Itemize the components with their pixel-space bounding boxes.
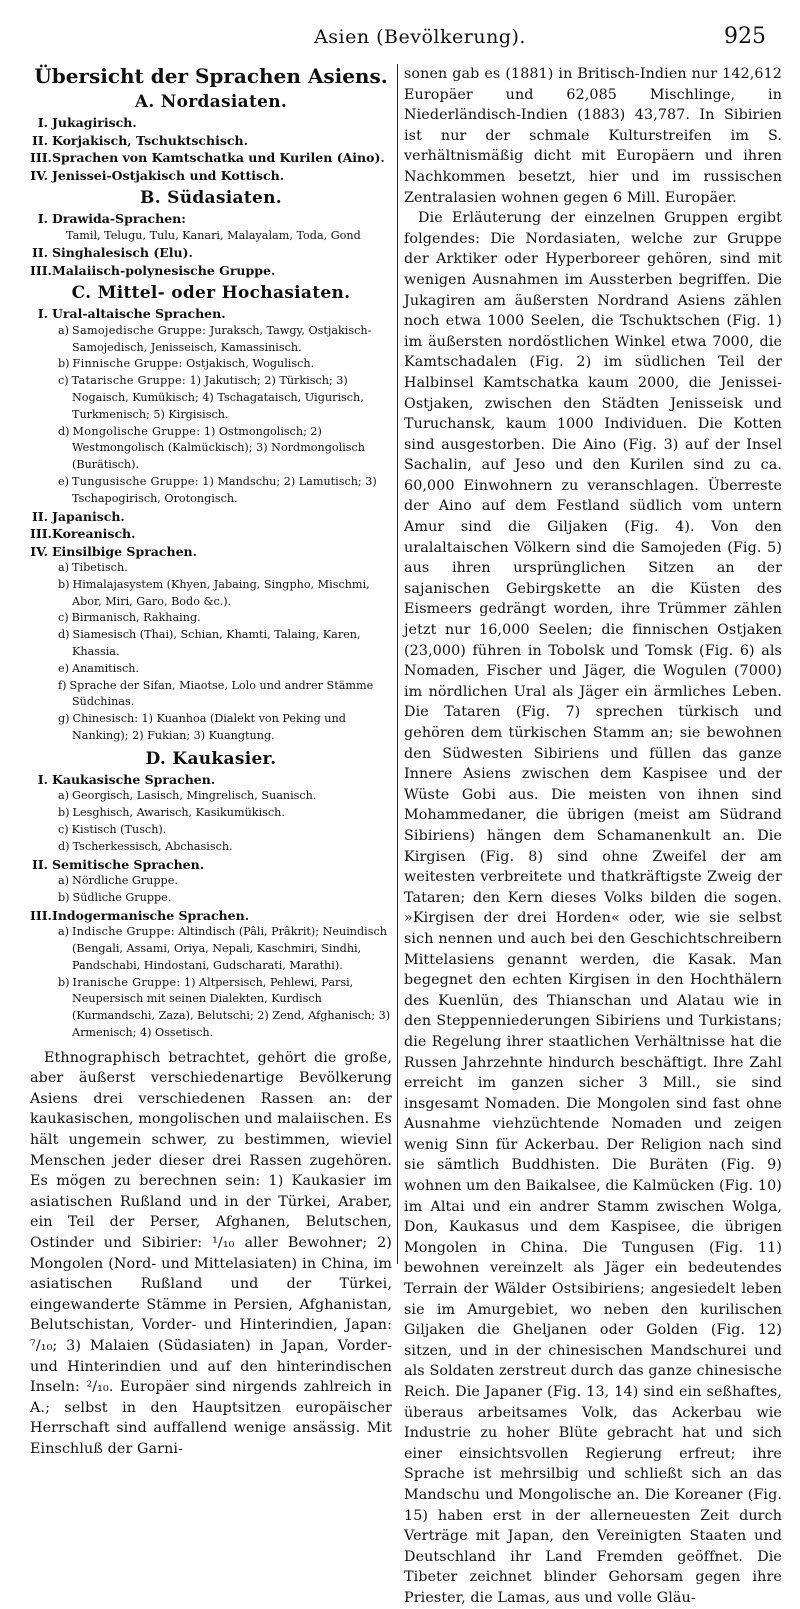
subgroup-letter: a) (58, 874, 70, 888)
language-family (30, 508, 392, 526)
subgroup-text: Juraksch, Tawgy, Ostjakisch-Samojedisch, Jenisseisch, Kamassinisch. (72, 323, 372, 354)
region-heading: B. Südasiaten. (140, 188, 282, 208)
family-label: Singhalesisch (Elu). (52, 245, 193, 261)
subgroup-item (58, 788, 392, 805)
family-members: Tamil, Telugu, Tulu, Kanari, Malayalam, Toda, Gond (66, 228, 361, 242)
subgroup-letter: d) (58, 424, 70, 438)
family-number: IV. (30, 543, 48, 559)
overview-title: Übersicht der Sprachen Asiens. (34, 64, 388, 88)
family-label: Kaukasische Sprachen. (52, 771, 216, 787)
left-body-paragraph: Ethnographisch betrachtet, gehört die große, aber äußerst verschiedenartige Bevölkerung Asiens drei verschiedenen Rassen an: der kaukasischen, mongolischen und malaiischen. Es hält ungemein schwer, zu bestimmen, wieviel Menschen jeder dieser drei Rassen zugehören. Es mögen zu berechnen sein: 1) Kaukasier im asiatischen Rußland und in der Türkei, Araber, ein Teil der Perser, Afghanen, Belutschen, Ostinder und Sibirier: ¹/₁₀ aller Bewohner; 2) Mongolen (Nord- und Mittelasiaten) in China, im asiatischen Rußland und der Türkei, eingewanderte Stämme in Persien, Afghanistan, Belutschistan, Vorder- und Hinterindien, Japan: ⁷/₁₀; 3) Malaien (Südasiaten) in Japan, Vorder- und Hinterindien und auf den hinterindischen Inseln: ²/₁₀. Europäer sind nirgends zahlreich in A.; selbst in den Hauptsitzen europäischer Herrschaft sind auffallend wenige ansässig. Mit Einschluß der Garni- (30, 1049, 392, 1457)
subgroup-letter: b) (58, 577, 70, 591)
subgroup-name: Indische Gruppe: (72, 925, 175, 939)
subgroup-letter: e) (58, 474, 69, 488)
family-label: Sprachen von Kamtschatka und Kurilen (Aino). (52, 150, 385, 165)
subgroup-letter: a) (58, 323, 70, 337)
subgroup-list (30, 788, 392, 855)
subgroup-letter: b) (58, 357, 70, 371)
column-divider (397, 64, 398, 1264)
family-number: I. (37, 115, 48, 130)
subgroup-item (58, 610, 392, 627)
right-body-paragraph-1: sonen gab es (1881) in Britisch-Indien nur 142,612 Europäer und 62,085 Mischlinge, in Niederländisch-Indien (1883) 43,787. In Sibirien ist nur der schmale Kulturstreifen im S. verhältnismäßig dicht mit Europäern und ihren Nachkommen besetzt, hier und im russischen Zentralasien wohnen gegen 6 Mill. Europäer. (404, 66, 782, 206)
family-number: I. (37, 211, 48, 226)
family-number: I. (37, 771, 48, 787)
language-family (30, 114, 392, 132)
family-label: Einsilbige Sprachen. (52, 543, 197, 559)
running-head (70, 20, 770, 54)
subgroup-name: Tungusische Gruppe: (72, 474, 199, 488)
subgroup-letter: c) (58, 374, 69, 388)
subgroup-item (58, 924, 392, 974)
subgroup-name: Finnische Gruppe: (72, 357, 183, 371)
subgroup-item (58, 822, 392, 839)
family-label: Malaiisch-polynesische Gruppe. (52, 262, 276, 278)
subgroup-letter: e) (58, 661, 69, 675)
family-number: III. (30, 907, 52, 923)
left-column (30, 64, 392, 1460)
right-body-paragraph-2: Die Erläuterung der einzelnen Gruppen ergibt folgendes: Die Nordasiaten, welche zur Gruppe der Arktiker oder Hyperboreer gehören, sind mit wenigen Ausnahmen im Aussterben begriffen. Die Jukagiren am äußersten Nordrand Asiens zählen noch etwa 1000 Seelen, die Tschuktschen (Fig. 1) im äußersten nordöstlichen Winkel etwa 7000, die Kamtschadalen (Fig. 2) im südlichen Teil der Halbinsel Kamtschatka kaum 2000, die Jenissei-Ostjaken, zwischen den Städten Jenisseisk und Turuchansk, kaum 1000 Individuen. Die Kotten sind ausgestorben. Die Aino (Fig. 3) auf der Insel Sachalin, auf Jeso und den Kurilen sind zu ca. 60,000 Einwohnern zu veranschlagen. Überreste der Aino auf dem Festland südlich vom untern Amur sind die Giljaken (Fig. 4). Von den uralaltaischen Völkern sind die Samojeden (Fig. 5) aus ihren ursprünglichen Sitzen an der sajanischen Gebirgskette an die Küsten des Eismeers gedrängt worden, ihre Trümmer zählen jetzt nur 16,000 Seelen; die finnischen Ostjaken (23,000) führen in Tobolsk und Tomsk (Fig. 6) als Nomaden, Fischer und Jäger, die Wogulen (7000) im nördlichen Ural als Jäger ein ärmliches Leben. Die Tataren (Fig. 7) sprechen türkisch und gehören dem türkischen Stamm an; sie bewohnen den Südwesten Sibiriens und füllen das ganze Innere Asiens zwischen dem Kaspisee und der Wüste Gobi aus. Die meisten von ihnen sind Mohammedaner, die übrigen (meist am Südrand Sibiriens) hängen dem Schamanenkult an. Die Kirgisen (Fig. 8) sind ohne Zweifel der am weitesten verbreitete und thatkräftigste Zweig der Tataren; den Kern dieses Volks bilden die sogen. »Kirgisen der drei Horden« oder, wie sie selbst sich nennen und auch bei den Geschichtschreibern Mittelasiens genannt werden, die Kasak. Man begegnet den echten Kirgisen in den Hochthälern des Kuenlün, des Thianschan und Alatau wie in den Steppenniederungen Sibiriens und Turkistans; die Regelung ihrer staatlichen Verhältnisse hat die Russen Jahrzehnte hindurch beschäftigt. Ihre Zahl erreicht im ganzen sicher 3 Mill., sie sind insgesamt Nomaden. Die Mongolen sind fast ohne Ausnahme viehzüchtende Nomaden und zeigen wenig Sinn für Ackerbau. Der Religion nach sind sie sämtlich Buddhisten. Die Buräten (Fig. 9) wohnen um den Baikalsee, die Kalmücken (Fig. 10) im Altai und ein andrer Stamm zwischen Wolga, Don, Kaukasus und dem Kaspisee, die übrigen Mongolen in China. Die Tungusen (Fig. 11) bewohnen vereinzelt als Jäger ein bedeutendes Terrain der Wälder Ostsibiriens; angesiedelt leben sie im Amurgebiet, wo neben den kurilischen Giljaken die Gheljanen oder Golden (Fig. 12) sitzen, und in der chinesischen Mandschurei und als Soldaten zerstreut durch das ganze chinesische Reich. Die Japaner (Fig. 13, 14) sind ein seßhaftes, überaus arbeitsames Volk, das Ackerbau wie Industrie zu hoher Blüte gebracht hat und sich einer einsichtsvollen Regierung erfreut; ihre Sprache ist mehrsilbig und schließt sich an das Mandschu und Mongolische an. Die Koreaner (Fig. 15) haben erst in der allerneuesten Zeit durch Verträge mit Japan, den Vereinigten Staaten und Deutschland ihr Land Fremden geöffnet. Die Tibeter zeichnet blinder Gehorsam gegen ihre Priester, die Lamas, aus und volle Gläu- (404, 210, 782, 1606)
family-label: Indogermanische Sprachen. (52, 907, 250, 923)
language-family (30, 525, 392, 543)
subgroup-item (58, 839, 392, 856)
family-label: Korjakisch, Tschuktschisch. (52, 132, 248, 148)
subgroup-letter: f) (58, 678, 67, 692)
language-family (30, 149, 392, 167)
subgroup-text: Nördliche Gruppe. (72, 874, 178, 888)
subgroup-name: Samojedische Gruppe: (72, 323, 207, 337)
subgroup-item (58, 323, 392, 357)
subgroup-item (58, 373, 392, 423)
subgroup-text: Anamitisch. (72, 661, 139, 675)
subgroup-letter: c) (58, 611, 69, 625)
subgroup-text: Südliche Gruppe. (72, 890, 172, 904)
family-number: IV. (30, 167, 48, 183)
language-family (30, 210, 392, 228)
language-family (30, 771, 392, 789)
language-family (30, 305, 392, 323)
subgroup-text: 1) Jakutisch; 2) Türkisch; 3) Nogaisch, Kumükisch; 4) Tschagataisch, Uigurisch, Turkmenisch; 5) Kirgisisch. (72, 374, 364, 421)
subgroup-text: 1) Mandschu; 2) Lamutisch; 3) Tschapogirisch, Orotongisch. (72, 474, 377, 505)
subgroup-item (58, 577, 392, 611)
subgroup-item (58, 975, 392, 1042)
subgroup-name: Tatarische Gruppe: (71, 374, 186, 388)
subgroup-text: Siamesisch (Thai), Schian, Khamti, Talaing, Karen, Khassia. (72, 628, 361, 659)
language-family (30, 167, 392, 185)
page-number: 925 (724, 24, 766, 49)
subgroup-text: Kistisch (Tusch). (71, 822, 167, 836)
subgroup-item (58, 424, 392, 474)
language-family (30, 856, 392, 874)
subgroup-text: Himalajasystem (Khyen, Jabaing, Singpho, Mischmi, Abor, Miri, Garo, Bodo &c.). (72, 577, 370, 608)
subgroup-text: Tibetisch. (72, 561, 128, 575)
subgroup-name: Mongolische Gruppe: (72, 424, 201, 438)
family-number: II. (31, 132, 48, 148)
subgroup-letter: a) (58, 789, 70, 803)
subgroup-list (30, 323, 392, 508)
family-label: Koreanisch. (52, 526, 136, 542)
subgroup-item (58, 661, 392, 678)
subgroup-item (58, 873, 392, 890)
family-number: I. (37, 306, 48, 322)
region-heading: A. Nordasiaten. (134, 92, 288, 112)
subgroup-item (58, 890, 392, 907)
subgroup-letter: a) (58, 925, 70, 939)
subgroup-letter: b) (58, 806, 70, 820)
language-family (30, 244, 392, 262)
family-label: Jenissei-Ostjakisch und Kottisch. (52, 167, 285, 183)
region-heading: C. Mittel- oder Hochasiaten. (71, 283, 351, 304)
subgroup-text: Altindisch (Pâli, Prâkrit); Neuindisch (Bengali, Assami, Oriya, Nepali, Kaschmiri, Sindhi, Pandschabi, Hindostani, Gudscharati, Marathi). (72, 925, 387, 972)
subgroup-item (58, 627, 392, 661)
family-number: III. (30, 526, 52, 542)
subgroup-item (58, 678, 392, 712)
subgroup-list (30, 873, 392, 907)
subgroup-name: Iranische Gruppe: (72, 975, 181, 989)
subgroup-text: Chinesisch: 1) Kuanhoa (Dialekt von Peking und Nanking); 2) Fukian; 3) Kuangtung. (72, 712, 346, 743)
language-family (30, 543, 392, 561)
subgroup-letter: d) (58, 628, 70, 642)
subgroup-item (58, 711, 392, 745)
language-overview (30, 92, 392, 1042)
subgroup-letter: c) (58, 822, 69, 836)
subgroup-letter: g) (58, 712, 70, 726)
subgroup-text: 1) Altpersisch, Pehlewi, Parsi, Neupersisch mit seinen Dialekten, Kurdisch (Kurmandschi, Zaza), Belutschi; 2) Zend, Afghanisch; 3) Armenisch; 4) Ossetisch. (72, 975, 391, 1039)
subgroup-text: Sprache der Sifan, Miaotse, Lolo und andrer Stämme Südchinas. (69, 678, 374, 709)
language-family (30, 132, 392, 150)
family-label: Drawida-Sprachen: (52, 211, 186, 226)
family-label: Semitische Sprachen. (52, 856, 205, 872)
subgroup-letter: b) (58, 975, 70, 989)
subgroup-item (58, 474, 392, 508)
subgroup-item (58, 805, 392, 822)
subgroup-item (58, 356, 392, 373)
subgroup-text: Birmanisch, Rakhaing. (71, 611, 201, 625)
subgroup-letter: a) (58, 561, 70, 575)
family-number: II. (31, 856, 48, 872)
subgroup-text: Lesghisch, Awarisch, Kasikumükisch. (72, 806, 285, 820)
region-heading: D. Kaukasier. (145, 748, 277, 769)
subgroup-letter: d) (58, 839, 70, 853)
right-column (404, 64, 782, 1609)
subgroup-item (58, 560, 392, 577)
family-label: Japanisch. (52, 508, 125, 524)
subgroup-list (30, 560, 392, 745)
subgroup-text: Ostjakisch, Wogulisch. (186, 357, 315, 371)
subgroup-list (30, 924, 392, 1042)
family-number: II. (31, 245, 48, 261)
family-label: Ural-altaische Sprachen. (52, 306, 226, 322)
family-number: II. (31, 508, 48, 524)
language-family (30, 907, 392, 925)
subgroup-letter: b) (58, 890, 70, 904)
family-number: III. (30, 150, 52, 165)
language-family (30, 262, 392, 280)
subgroup-text: Georgisch, Lasisch, Mingrelisch, Suanisch. (72, 789, 317, 803)
family-label: Jukagirisch. (52, 115, 137, 130)
subgroup-text: Tscherkessisch, Abchasisch. (72, 839, 233, 853)
family-number: III. (30, 262, 52, 278)
running-title: Asien (Bevölkerung). (314, 26, 526, 48)
subgroup-text: 1) Ostmongolisch; 2) Westmongolisch (Kalmückisch); 3) Nordmongolisch (Burätisch). (72, 424, 366, 472)
